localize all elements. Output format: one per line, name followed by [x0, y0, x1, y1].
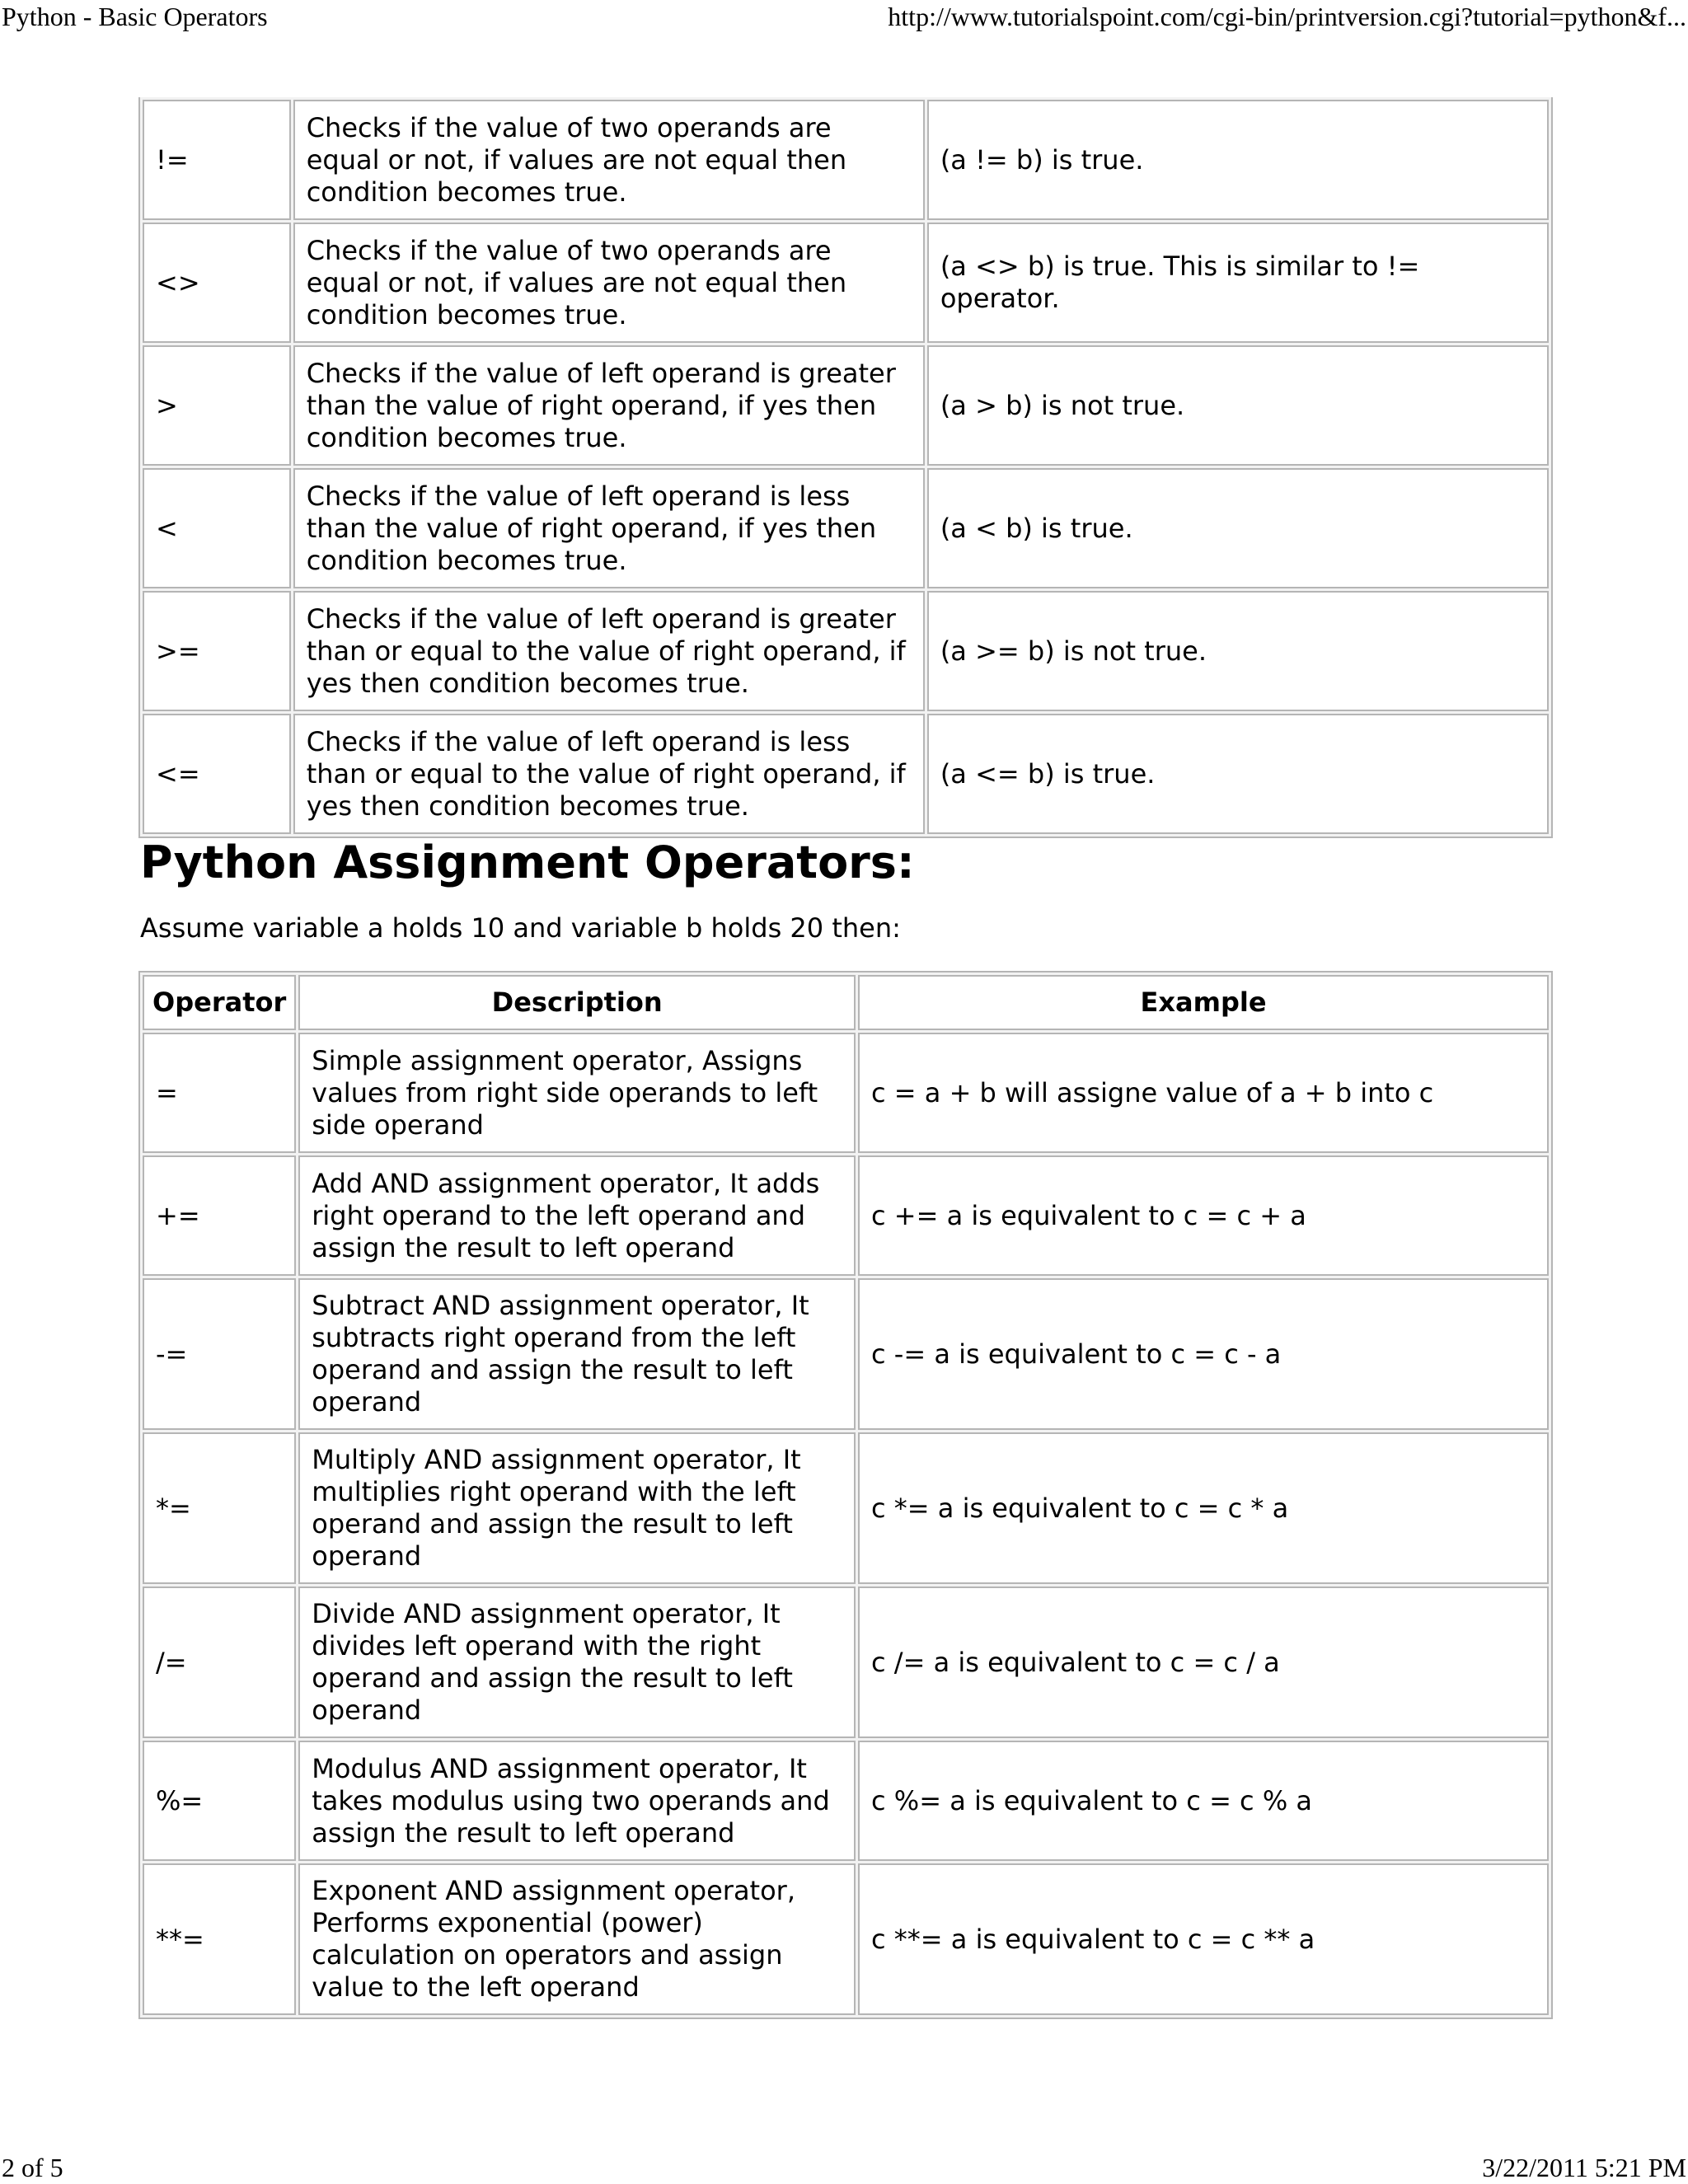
table-row [143, 591, 1549, 711]
operator-cell: += [143, 1155, 296, 1276]
page-number: 2 of 5 [2, 2153, 63, 2182]
description-cell: Subtract AND assignment operator, It subtracts right operand from the left operand and assign the result to left operand [298, 1278, 856, 1430]
comparison-operators-table [138, 97, 1553, 838]
table-row [143, 714, 1549, 834]
description-cell: Checks if the value of two operands are equal or not, if values are not equal then condition becomes true. [293, 223, 925, 343]
description-cell: Add AND assignment operator, It adds right operand to the left operand and assign the result to left operand [298, 1155, 856, 1276]
description-cell: Checks if the value of left operand is greater than or equal to the value of right operand, if yes then condition becomes true. [293, 591, 925, 711]
description-cell: Checks if the value of left operand is less than the value of right operand, if yes then condition becomes true. [293, 468, 925, 588]
operator-cell: >= [143, 591, 291, 711]
example-cell: (a > b) is not true. [927, 345, 1549, 466]
section-title: Python Assignment Operators: [140, 837, 915, 888]
table-row [143, 468, 1549, 588]
table-row [143, 1863, 1549, 2015]
table-row [143, 1033, 1549, 1153]
example-cell: c -= a is equivalent to c = c - a [858, 1278, 1549, 1430]
operator-cell: *= [143, 1432, 296, 1584]
example-cell: (a <> b) is true. This is similar to != operator. [927, 223, 1549, 343]
operator-cell: < [143, 468, 291, 588]
section-intro: Assume variable a holds 10 and variable b holds 20 then: [140, 912, 901, 944]
example-cell: (a <= b) is true. [927, 714, 1549, 834]
operator-cell: = [143, 1033, 296, 1153]
description-cell: Simple assignment operator, Assigns values from right side operands to left side operand [298, 1033, 856, 1153]
description-cell: Checks if the value of left operand is greater than the value of right operand, if yes then condition becomes true. [293, 345, 925, 466]
table-row [143, 1432, 1549, 1584]
example-cell: c += a is equivalent to c = c + a [858, 1155, 1549, 1276]
example-cell: c %= a is equivalent to c = c % a [858, 1741, 1549, 1861]
table-row [143, 1155, 1549, 1276]
table-row [143, 1741, 1549, 1861]
print-header-url: http://www.tutorialspoint.com/cgi-bin/printversion.cgi?tutorial=python&f... [888, 2, 1686, 31]
assignment-operators-table [138, 971, 1553, 2019]
operator-cell: %= [143, 1741, 296, 1861]
table-header-row [143, 975, 1549, 1030]
column-header-example: Example [858, 975, 1549, 1030]
example-cell: c *= a is equivalent to c = c * a [858, 1432, 1549, 1584]
operator-cell: -= [143, 1278, 296, 1430]
example-cell: (a != b) is true. [927, 100, 1549, 220]
description-cell: Modulus AND assignment operator, It takes modulus using two operands and assign the result to left operand [298, 1741, 856, 1861]
description-cell: Checks if the value of two operands are equal or not, if values are not equal then condition becomes true. [293, 100, 925, 220]
operator-cell: > [143, 345, 291, 466]
example-cell: (a < b) is true. [927, 468, 1549, 588]
column-header-operator: Operator [143, 975, 296, 1030]
column-header-description: Description [298, 975, 856, 1030]
description-cell: Checks if the value of left operand is less than or equal to the value of right operand, if yes then condition becomes true. [293, 714, 925, 834]
example-cell: c **= a is equivalent to c = c ** a [858, 1863, 1549, 2015]
table-row [143, 1278, 1549, 1430]
print-timestamp: 3/22/2011 5:21 PM [1482, 2153, 1686, 2182]
example-cell: c /= a is equivalent to c = c / a [858, 1586, 1549, 1738]
operator-cell: != [143, 100, 291, 220]
operator-cell: /= [143, 1586, 296, 1738]
operator-cell: <> [143, 223, 291, 343]
description-cell: Multiply AND assignment operator, It multiplies right operand with the left operand and assign the result to left operand [298, 1432, 856, 1584]
table-row [143, 223, 1549, 343]
description-cell: Exponent AND assignment operator, Performs exponential (power) calculation on operators and assign value to the left operand [298, 1863, 856, 2015]
table-row [143, 345, 1549, 466]
example-cell: (a >= b) is not true. [927, 591, 1549, 711]
operator-cell: <= [143, 714, 291, 834]
print-header-title: Python - Basic Operators [2, 2, 268, 31]
description-cell: Divide AND assignment operator, It divides left operand with the right operand and assign the result to left operand [298, 1586, 856, 1738]
example-cell: c = a + b will assigne value of a + b into c [858, 1033, 1549, 1153]
table-row [143, 100, 1549, 220]
operator-cell: **= [143, 1863, 296, 2015]
table-row [143, 1586, 1549, 1738]
